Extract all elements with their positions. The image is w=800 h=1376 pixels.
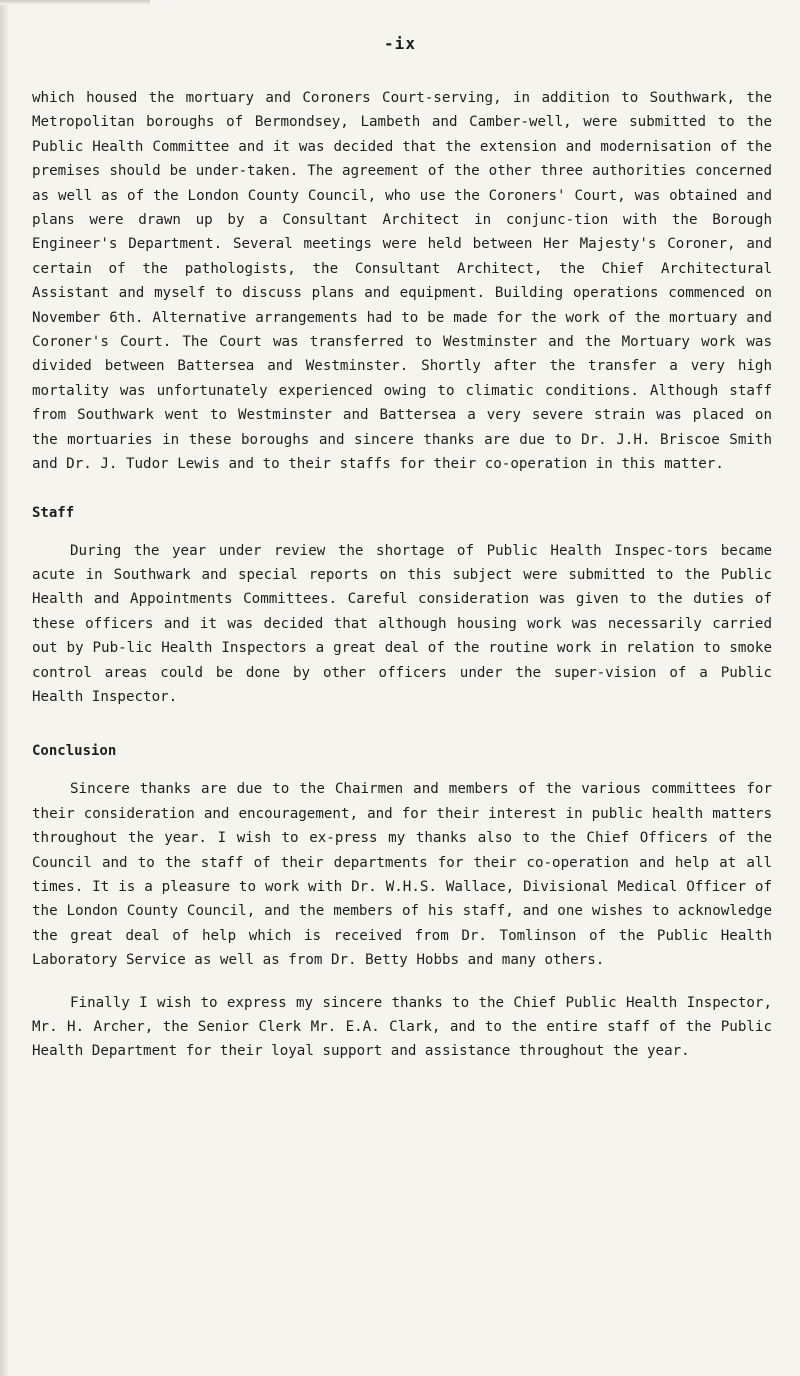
paragraph-final-thanks: Finally I wish to express my sincere thanks to the Chief Public Health Inspector, Mr. H. Archer, the Senior Clerk Mr. E.A. Clark, and to the entire staff of the Public Health Department for their loyal support and assistance throughout the year. (32, 994, 772, 1060)
paragraph-staff: During the year under review the shortage of Public Health Inspec-tors became acute in Southwark and special reports on this subject were submitted to the Public Health and Appointments Committees. Careful consideration was given to the duties of these officers and it was decided that although housing work was necessarily carried out by Pub-lic Health Inspectors a great deal of the routine work in relation to smoke control areas could be done by other officers under the super-vision of a Public Health Inspector. (32, 542, 772, 705)
paragraph-conclusion: Sincere thanks are due to the Chairmen and members of the various committees for their consideration and encouragement, and for their interest in public health matters throughout the year. I wish to ex-press my thanks also to the Chief Officers of the Council and to the staff of their departments for their co-operation and help at all times. It is a pleasure to work with Dr. W.H.S. Wallace, Divisional Medical Officer of the London County Council, and the members of his staff, and one wishes to acknowledge the great deal of help which is received from Dr. Tomlinson of the Public Health Laboratory Service as well as from Dr. Betty Hobbs and many others. (32, 781, 772, 969)
document-body (32, 86, 772, 1064)
top-edge-shadow (0, 0, 150, 5)
heading-conclusion: Conclusion (32, 743, 117, 760)
page-edge-shadow (0, 0, 9, 1376)
paragraph-mortuary: which housed the mortuary and Coroners Court-serving, in addition to Southwark, the Metropolitan boroughs of Bermondsey, Lambeth and Camber-well, were submitted to the Public Health Committee and it was decided that the extension and modernisation of the premises should be under-taken. The agreement of the other three authorities concerned as well as of the London County Council, who use the Coroners' Court, was obtained and plans were drawn up by a Consultant Architect in conjunc-tion with the Borough Engineer's Department. Several meetings were held between Her Majesty's Coroner, and certain of the pathologists, the Consultant Architect, the Chief Architectural Assistant and myself to discuss plans and equipment. Building operations commenced on November 6th. Alternative arrangements had to be made for the work of the mortuary and Coroner's Court. The Court was transferred to Westminster and the Mortuary work was divided between Battersea and Westminster. Shortly after the transfer a very high mortality was unfortunately experienced owing to climatic conditions. Although staff from Southwark went to Westminster and Battersea a very severe strain was placed on the mortuaries in these boroughs and sincere thanks are due to Dr. J.H. Briscoe Smith and Dr. J. Tudor Lewis and to their staffs for their co-operation in this matter. (32, 90, 772, 473)
heading-staff: Staff (32, 504, 75, 521)
page-number: -ix (384, 34, 416, 53)
